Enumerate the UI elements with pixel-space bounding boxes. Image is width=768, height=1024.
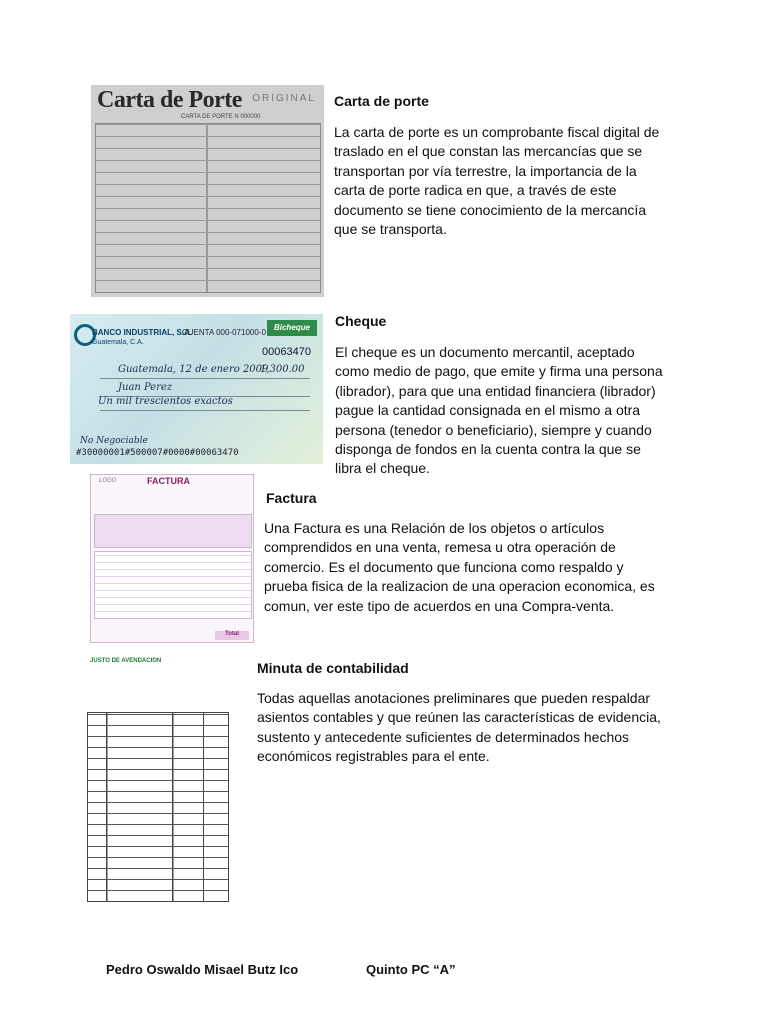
- section-body-carta: La carta de porte es un comprobante fiscal digital de traslado en el que constan las mercancías que se transportan por vía terrestre, la importancia de la carta de porte radica en que, a través de este documento se tiene conocimiento de la mercancía que se transporta.: [334, 124, 660, 238]
- cheque-account: CUENTA 000-071000-0: [182, 328, 266, 337]
- minuta-ledger-grid: [87, 712, 229, 902]
- cheque-image: [70, 314, 323, 464]
- section-heading-cheque: Cheque: [335, 313, 387, 329]
- cheque-number: 00063470: [262, 346, 311, 358]
- section-body-factura: Una Factura es una Relación de los objetos o artículos comprendidos en una venta, remesa u otra operación de comercio. Es el documento que funciona como respaldo y prueba fisica de la realizacion de una operacion economica, es comun, ver este tipo de acuerdos en una Compra-venta.: [264, 520, 655, 614]
- footer-author: Pedro Oswaldo Misael Butz Ico: [106, 962, 299, 977]
- footer-group: Quinto PC “A”: [366, 962, 456, 977]
- factura-total: Total: [215, 631, 249, 640]
- carta-image-sub: CARTA DE PORTE N 000000: [181, 114, 261, 120]
- cheque-date: Guatemala, 12 de enero 2009: [118, 364, 269, 375]
- factura-client-band: [94, 514, 252, 548]
- minuta-image-header: JUSTO DE AVENDACION: [90, 658, 162, 664]
- section-body-minuta: Todas aquellas anotaciones preliminares que pueden respaldar asientos contables y que reúnen las características de evidencia, sustento y antecedente suficientes de determinados hechos económicos registrables para el ente.: [257, 690, 661, 765]
- factura-logo: LOGO: [99, 478, 117, 484]
- cheque-note: No Negociable: [80, 436, 148, 446]
- cheque-line: [100, 378, 310, 379]
- cheque-amount: 1,300.00: [260, 364, 305, 375]
- section-heading-minuta: Minuta de contabilidad: [257, 660, 409, 676]
- carta-image-tag: ORIGINAL: [252, 93, 316, 104]
- section-heading-factura: Factura: [266, 490, 317, 506]
- cheque-bank: BANCO INDUSTRIAL, S.A. Guatemala, C.A.: [92, 328, 192, 346]
- factura-items-table: [94, 551, 252, 619]
- cheque-micr: #30000001#500007#0000#00063470: [76, 448, 239, 458]
- cheque-payee: Juan Perez: [118, 382, 173, 393]
- factura-image-title: FACTURA: [147, 476, 190, 486]
- carta-de-porte-image: [91, 85, 324, 297]
- cheque-words: Un mil trescientos exactos: [98, 396, 233, 407]
- carta-image-title: Carta de Porte: [97, 87, 242, 113]
- minuta-image: [84, 656, 230, 902]
- factura-image: [90, 474, 254, 643]
- cheque-brand: Bicheque: [267, 320, 317, 336]
- section-body-cheque: El cheque es un documento mercantil, aceptado como medio de pago, que emite y firma una persona (librador), para que una entidad financiera (librador) pague la cantidad consignada en el mismo a otra persona (tenedor o beneficiario), siempre y cuando disponga de fondos en la cuenta contra la que se libra el cheque.: [335, 344, 663, 477]
- section-heading-carta: Carta de porte: [334, 93, 429, 109]
- carta-form-grid: [95, 123, 321, 293]
- cheque-line: [100, 410, 310, 411]
